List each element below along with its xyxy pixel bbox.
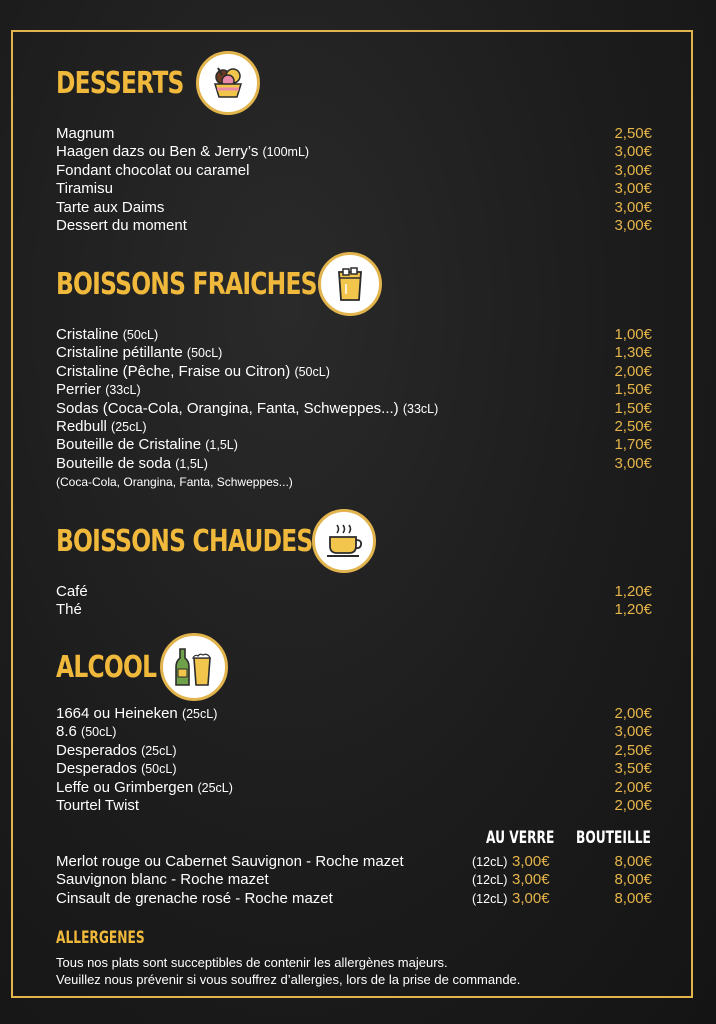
list-item: Bouteille de soda (1,5L) 3,00€ <box>56 454 652 472</box>
list-item: Sauvignon blanc - Roche mazet (12cL) 3,00€ 8,00€ <box>56 871 652 889</box>
section-title: BOISSONS FRAICHES <box>56 267 317 302</box>
list-item: Perrier (33cL) 1,50€ <box>56 381 652 399</box>
desserts-list <box>56 125 652 235</box>
chaudes-list <box>56 583 652 620</box>
chaudes-section <box>56 524 652 619</box>
iced-drink-icon <box>318 252 382 316</box>
fraiches-section <box>56 267 652 490</box>
list-item: Tarte aux Daims 3,00€ <box>56 198 652 216</box>
allergens-title: ALLERGENES <box>56 928 145 948</box>
ice-cream-icon <box>196 51 260 115</box>
desserts-section <box>56 66 652 234</box>
coffee-cup-icon <box>312 509 376 573</box>
soda-note: (Coca-Cola, Orangina, Fanta, Schweppes...) <box>56 475 293 490</box>
bottle-header: BOUTEILLE <box>576 828 651 848</box>
list-item: Cinsault de grenache rosé - Roche mazet (12cL) 3,00€ 8,00€ <box>56 889 652 907</box>
alcool-section <box>56 650 652 814</box>
list-item: 8.6 (50cL) 3,00€ <box>56 723 652 741</box>
list-item: 1664 ou Heineken (25cL) 2,00€ <box>56 705 652 722</box>
list-item: Desperados (50cL) 3,50€ <box>56 760 652 778</box>
list-item: Tourtel Twist 2,00€ <box>56 796 652 814</box>
list-item: Desperados (25cL) 2,50€ <box>56 741 652 759</box>
section-title: BOISSONS CHAUDES <box>56 524 313 559</box>
glass-header: AU VERRE <box>486 828 555 848</box>
list-item: Magnum 2,50€ <box>56 125 652 142</box>
allergens-text <box>56 954 656 988</box>
list-item: Cristaline (50cL) 1,00€ <box>56 326 652 343</box>
list-item: Bouteille de Cristaline (1,5L) 1,70€ <box>56 436 652 454</box>
fraiches-list <box>56 326 652 491</box>
list-item: Sodas (Coca-Cola, Orangina, Fanta, Schweppes...) (33cL) 1,50€ <box>56 399 652 417</box>
list-item: Merlot rouge ou Cabernet Sauvignon - Roche mazet (12cL) 3,00€ 8,00€ <box>56 853 652 870</box>
wine-header <box>486 828 651 848</box>
wine-list <box>56 853 652 908</box>
list-item: Haagen dazs ou Ben & Jerry’s (100mL) 3,00€ <box>56 143 652 161</box>
list-item: Tiramisu 3,00€ <box>56 180 652 198</box>
list-item: Café 1,20€ <box>56 583 652 600</box>
alcool-list <box>56 705 652 815</box>
list-item: Redbull (25cL) 2,50€ <box>56 417 652 435</box>
list-item: Leffe ou Grimbergen (25cL) 2,00€ <box>56 778 652 796</box>
list-item: Dessert du moment 3,00€ <box>56 216 652 234</box>
allergens-line: Veuillez nous prévenir si vous souffrez d’allergies, lors de la prise de commande. <box>56 972 521 987</box>
list-item: Fondant chocolat ou caramel 3,00€ <box>56 161 652 179</box>
section-title: DESSERTS <box>56 66 184 101</box>
beer-bottle-icon <box>160 633 228 701</box>
list-item: Cristaline (Pêche, Fraise ou Citron) (50cL) 2,00€ <box>56 362 652 380</box>
allergens-line: Tous nos plats sont succeptibles de contenir les allergènes majeurs. <box>56 955 448 970</box>
section-title: ALCOOL <box>56 650 157 685</box>
list-item: Thé 1,20€ <box>56 601 652 619</box>
list-item: Cristaline pétillante (50cL) 1,30€ <box>56 344 652 362</box>
